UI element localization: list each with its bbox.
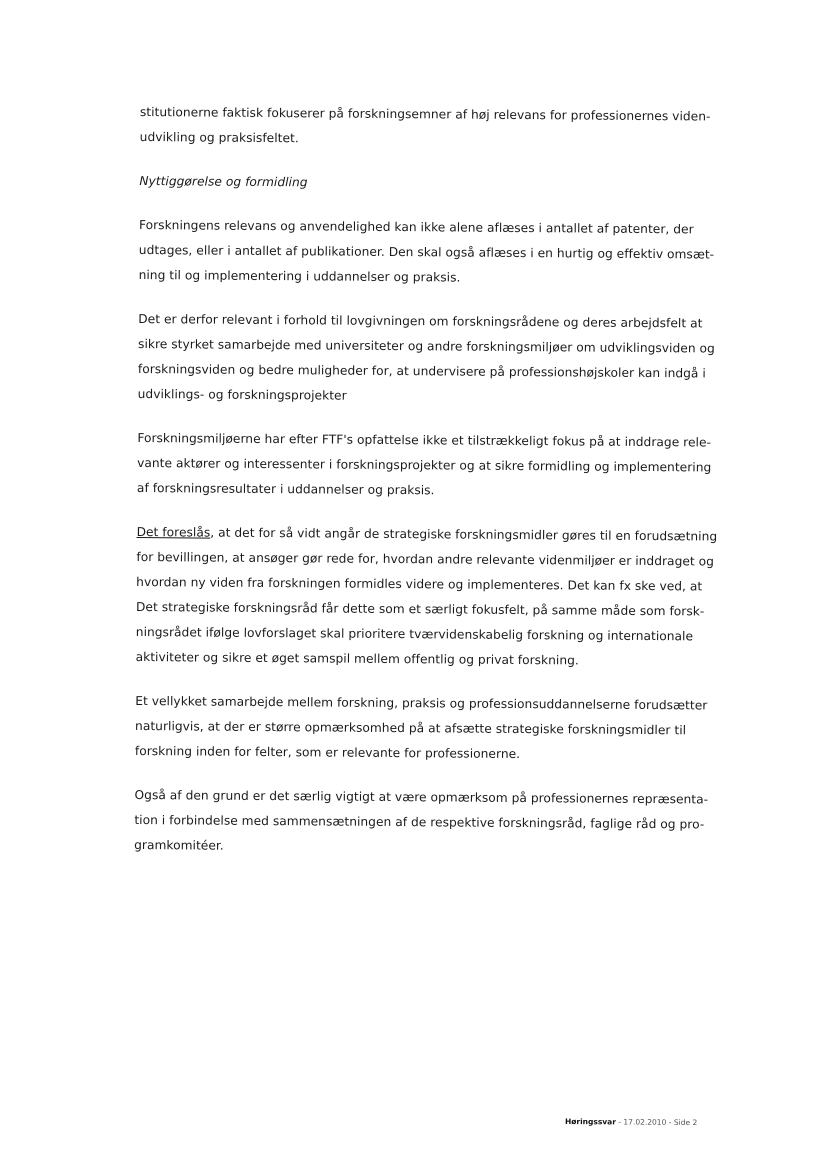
paragraph-proposal	[136, 520, 722, 675]
text-line: forskningsviden og bedre muligheder for, at undervisere på professionshøjskoler kan indgå i	[137, 361, 706, 381]
text-line: hvordan ny viden fra forskningen formidles videre og implementeres. Det kan fx ske ved, at	[136, 574, 703, 594]
text-line: aktiviteter og sikre et øget samspil mellem offentlig og privat forskning.	[135, 649, 579, 668]
paragraph-relevance	[139, 213, 725, 293]
text-line: Forskningsmiljøerne har efter FTF's opfattelse ikke et tilstrækkeligt fokus på at inddrage rele-	[137, 430, 712, 450]
footer-separator: -	[615, 1117, 624, 1127]
text-line: Det er derfor relevant i forhold til lovgivningen om forskningsrådene og deres arbejdsfelt at	[138, 311, 703, 331]
text-line: naturligvis, at der er større opmærksomhed på at afsætte strategiske forskningsmidler til	[135, 718, 687, 738]
text-line: ningsrådet ifølge lovforslaget skal prioritere tværvidenskabelig forskning og internationale	[135, 624, 694, 644]
text-line: Også af den grund er det særlig vigtigt at være opmærksom på professionernes repræsenta-	[134, 787, 709, 807]
proposal-emphasis: Det foreslås	[136, 524, 211, 540]
text-line: udviklings- og forskningsprojekter	[137, 386, 347, 403]
text-line: tion i forbindelse med sammensætningen af de respektive forskningsråd, faglige råd og pro-	[134, 812, 705, 832]
footer-separator: -	[666, 1117, 674, 1127]
footer-document-type: Høringssvar	[564, 1117, 616, 1127]
footer-page-number: Side 2	[673, 1117, 698, 1128]
text-line: af forskningsresultater i uddannelser og praksis.	[136, 480, 435, 498]
paragraph-representation	[134, 783, 720, 863]
paragraph-intro-continuation	[140, 100, 725, 155]
text-line: sikre styrket samarbejde med universiteter og andre forskningsmiljøer om udviklingsviden og	[138, 336, 715, 356]
proposal-line-rest: , at det for så vidt angår de strategiske forskningsmidler gøres til en forudsætning	[210, 525, 718, 544]
text-line: Det strategiske forskningsråd får dette som et særligt fokusfelt, på samme måde som forsk-	[135, 599, 705, 619]
text-line: Forskningens relevans og anvendelighed kan ikke alene aflæses i antallet af patenter, der	[138, 217, 694, 237]
section-heading-text: Nyttiggørelse og formidling	[139, 173, 308, 190]
text-line: forskning inden for felter, som er relevante for professionerne.	[134, 743, 521, 762]
paragraph-collaboration	[135, 689, 721, 769]
text-line: udtages, eller i antallet af publikationer. Den skal også aflæses i en hurtig og effektiv omsæt-	[138, 242, 715, 262]
text-line: stitutionerne faktisk fokuserer på forskningsemner af høj relevans for professionernes viden-	[139, 104, 711, 124]
text-line: vante aktører og interessenter i forskningsprojekter og at sikre formidling og implementering	[137, 455, 712, 475]
footer-date: 17.02.2010	[623, 1117, 667, 1127]
text-line: gramkomitéer.	[134, 837, 224, 853]
text-line: ning til og implementering i uddannelser og praksis.	[138, 267, 461, 285]
text-line: udvikling og praksisfeltet.	[139, 129, 299, 146]
text-line: for bevillingen, at ansøger gør rede for, hvordan andre relevante videnmiljøer er inddraget og	[136, 549, 715, 569]
document-body	[134, 100, 725, 882]
paragraph-research-environments	[137, 426, 723, 506]
section-heading	[139, 169, 724, 199]
text-line: Et vellykket samarbejde mellem forskning, praksis og professionsuddannelserne forudsætter	[135, 693, 708, 713]
paragraph-legislation	[138, 307, 724, 412]
page-footer	[565, 1117, 697, 1127]
